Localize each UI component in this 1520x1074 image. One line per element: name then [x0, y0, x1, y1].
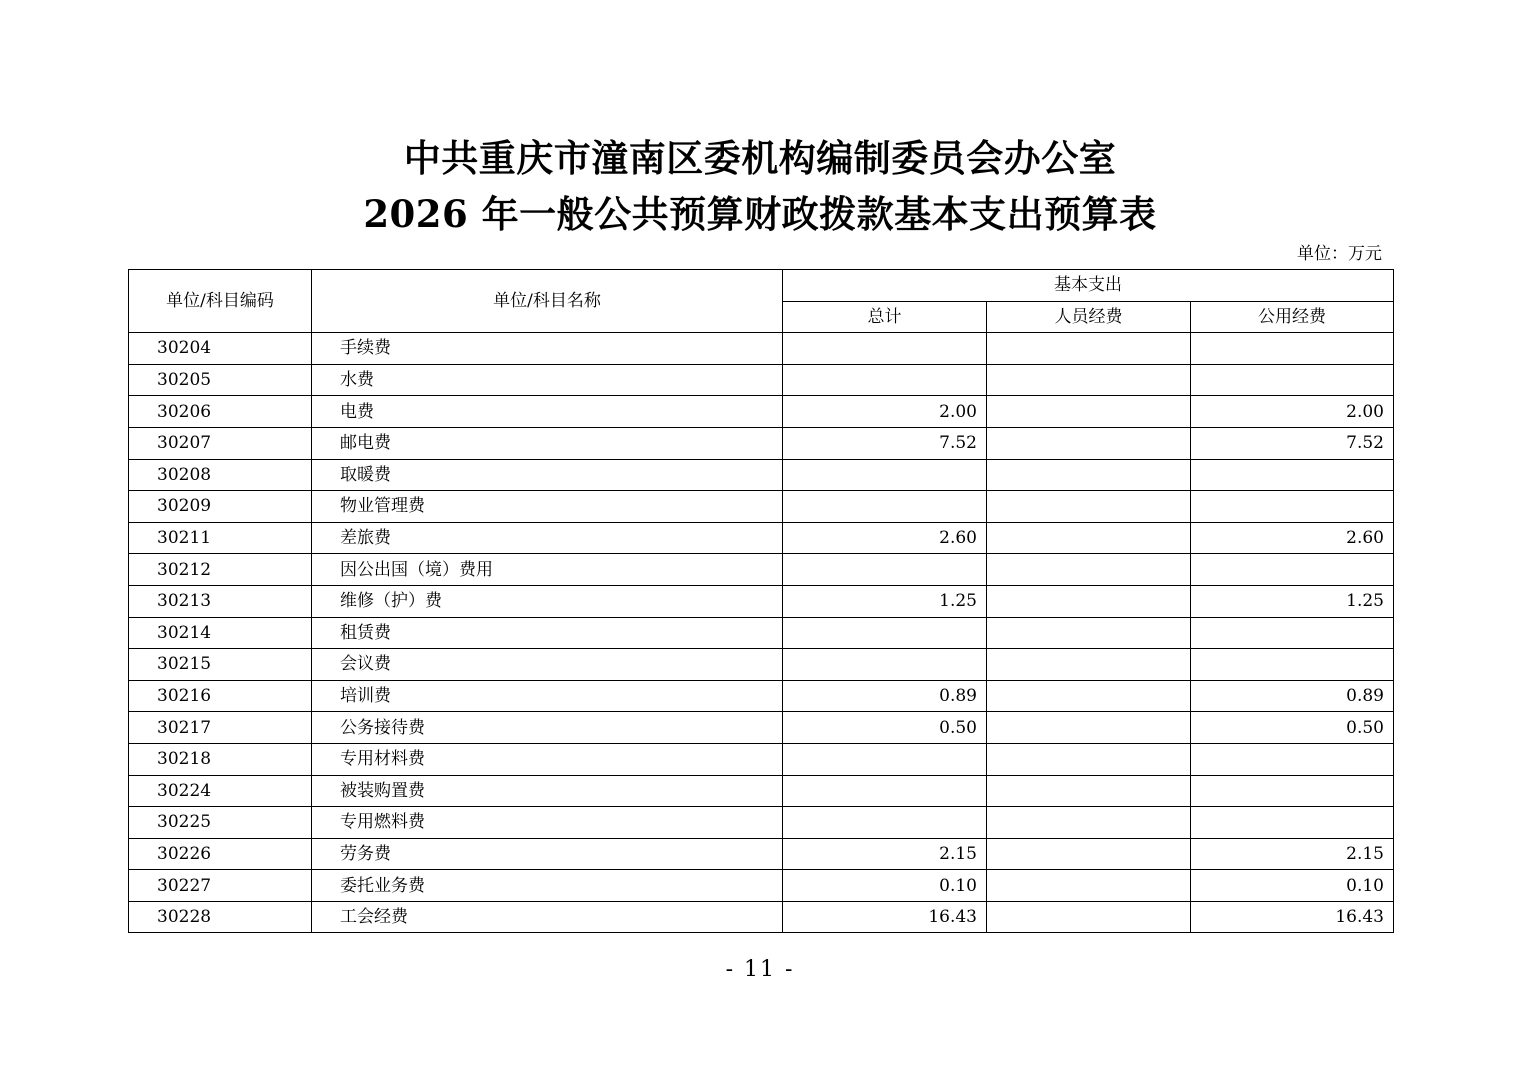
table-row: [129, 807, 1394, 839]
cell-name: 专用材料费: [312, 743, 783, 775]
cell-code: 30205: [129, 364, 312, 396]
document-title-line1: 中共重庆市潼南区委机构编制委员会办公室: [403, 136, 1117, 180]
cell-public: 0.50: [1191, 712, 1394, 744]
table-row: [129, 617, 1394, 649]
page-number: - 11 -: [725, 957, 795, 982]
document-title-line2: 2026 年一般公共预算财政拨款基本支出预算表: [363, 192, 1157, 236]
cell-total: [783, 333, 987, 365]
cell-total: 0.10: [783, 870, 987, 902]
cell-personnel: [987, 838, 1191, 870]
cell-code: 30214: [129, 617, 312, 649]
cell-code: 30212: [129, 554, 312, 586]
table-row: [129, 459, 1394, 491]
cell-personnel: [987, 680, 1191, 712]
cell-code: 30206: [129, 396, 312, 428]
table-row: [129, 743, 1394, 775]
cell-public: 2.60: [1191, 522, 1394, 554]
header-name: 单位/科目名称: [312, 270, 783, 333]
table-row: [129, 491, 1394, 523]
cell-total: 7.52: [783, 427, 987, 459]
cell-name: 劳务费: [312, 838, 783, 870]
cell-name: 培训费: [312, 680, 783, 712]
cell-public: [1191, 333, 1394, 365]
cell-personnel: [987, 712, 1191, 744]
cell-name: 水费: [312, 364, 783, 396]
cell-name: 差旅费: [312, 522, 783, 554]
cell-personnel: [987, 743, 1191, 775]
cell-personnel: [987, 554, 1191, 586]
cell-total: [783, 491, 987, 523]
table-row: [129, 870, 1394, 902]
cell-total: 16.43: [783, 901, 987, 933]
cell-total: [783, 459, 987, 491]
cell-personnel: [987, 427, 1191, 459]
cell-personnel: [987, 364, 1191, 396]
cell-name: 专用燃料费: [312, 807, 783, 839]
cell-total: [783, 617, 987, 649]
cell-personnel: [987, 491, 1191, 523]
cell-personnel: [987, 901, 1191, 933]
cell-public: 1.25: [1191, 585, 1394, 617]
cell-name: 公务接待费: [312, 712, 783, 744]
cell-public: 0.89: [1191, 680, 1394, 712]
cell-name: 物业管理费: [312, 491, 783, 523]
cell-total: [783, 807, 987, 839]
unit-label: 单位：万元: [1297, 244, 1382, 264]
cell-code: 30207: [129, 427, 312, 459]
cell-code: 30227: [129, 870, 312, 902]
cell-total: 2.00: [783, 396, 987, 428]
cell-total: 2.60: [783, 522, 987, 554]
table-row: [129, 901, 1394, 933]
cell-personnel: [987, 870, 1191, 902]
cell-personnel: [987, 396, 1191, 428]
cell-name: 被装购置费: [312, 775, 783, 807]
cell-total: [783, 649, 987, 681]
cell-total: [783, 775, 987, 807]
header-public: 公用经费: [1191, 301, 1394, 333]
table-row: [129, 396, 1394, 428]
cell-code: 30204: [129, 333, 312, 365]
table-row: [129, 838, 1394, 870]
table-row: [129, 775, 1394, 807]
cell-total: 1.25: [783, 585, 987, 617]
cell-public: 0.10: [1191, 870, 1394, 902]
cell-personnel: [987, 617, 1191, 649]
cell-name: 电费: [312, 396, 783, 428]
budget-table: [128, 269, 1394, 933]
cell-personnel: [987, 775, 1191, 807]
cell-personnel: [987, 459, 1191, 491]
cell-name: 委托业务费: [312, 870, 783, 902]
cell-public: [1191, 807, 1394, 839]
table-row: [129, 712, 1394, 744]
cell-public: [1191, 775, 1394, 807]
cell-public: 16.43: [1191, 901, 1394, 933]
cell-code: 30215: [129, 649, 312, 681]
cell-code: 30228: [129, 901, 312, 933]
cell-personnel: [987, 649, 1191, 681]
cell-code: 30209: [129, 491, 312, 523]
cell-name: 维修（护）费: [312, 585, 783, 617]
table-row: [129, 680, 1394, 712]
cell-total: [783, 743, 987, 775]
cell-name: 工会经费: [312, 901, 783, 933]
cell-name: 取暖费: [312, 459, 783, 491]
cell-personnel: [987, 807, 1191, 839]
cell-public: 2.15: [1191, 838, 1394, 870]
cell-public: [1191, 491, 1394, 523]
cell-code: 30211: [129, 522, 312, 554]
cell-personnel: [987, 333, 1191, 365]
cell-public: [1191, 459, 1394, 491]
cell-code: 30213: [129, 585, 312, 617]
cell-code: 30225: [129, 807, 312, 839]
header-code: 单位/科目编码: [129, 270, 312, 333]
cell-total: 2.15: [783, 838, 987, 870]
header-basic-expenditure: 基本支出: [783, 270, 1394, 302]
cell-public: [1191, 617, 1394, 649]
budget-table-body: [129, 333, 1394, 933]
header-personnel: 人员经费: [987, 301, 1191, 333]
cell-code: 30224: [129, 775, 312, 807]
cell-code: 30216: [129, 680, 312, 712]
cell-public: 2.00: [1191, 396, 1394, 428]
cell-name: 因公出国（境）费用: [312, 554, 783, 586]
cell-personnel: [987, 522, 1191, 554]
header-total: 总计: [783, 301, 987, 333]
cell-total: [783, 554, 987, 586]
cell-total: 0.89: [783, 680, 987, 712]
cell-code: 30217: [129, 712, 312, 744]
table-row: [129, 364, 1394, 396]
cell-public: [1191, 743, 1394, 775]
cell-personnel: [987, 585, 1191, 617]
cell-public: [1191, 554, 1394, 586]
cell-code: 30226: [129, 838, 312, 870]
cell-total: [783, 364, 987, 396]
table-row: [129, 427, 1394, 459]
table-row: [129, 554, 1394, 586]
cell-total: 0.50: [783, 712, 987, 744]
cell-name: 手续费: [312, 333, 783, 365]
cell-public: [1191, 364, 1394, 396]
table-row: [129, 585, 1394, 617]
table-row: [129, 333, 1394, 365]
table-row: [129, 649, 1394, 681]
cell-code: 30208: [129, 459, 312, 491]
cell-name: 会议费: [312, 649, 783, 681]
cell-name: 租赁费: [312, 617, 783, 649]
cell-code: 30218: [129, 743, 312, 775]
cell-public: 7.52: [1191, 427, 1394, 459]
budget-table-header: [129, 270, 1394, 333]
table-row: [129, 522, 1394, 554]
cell-public: [1191, 649, 1394, 681]
cell-name: 邮电费: [312, 427, 783, 459]
